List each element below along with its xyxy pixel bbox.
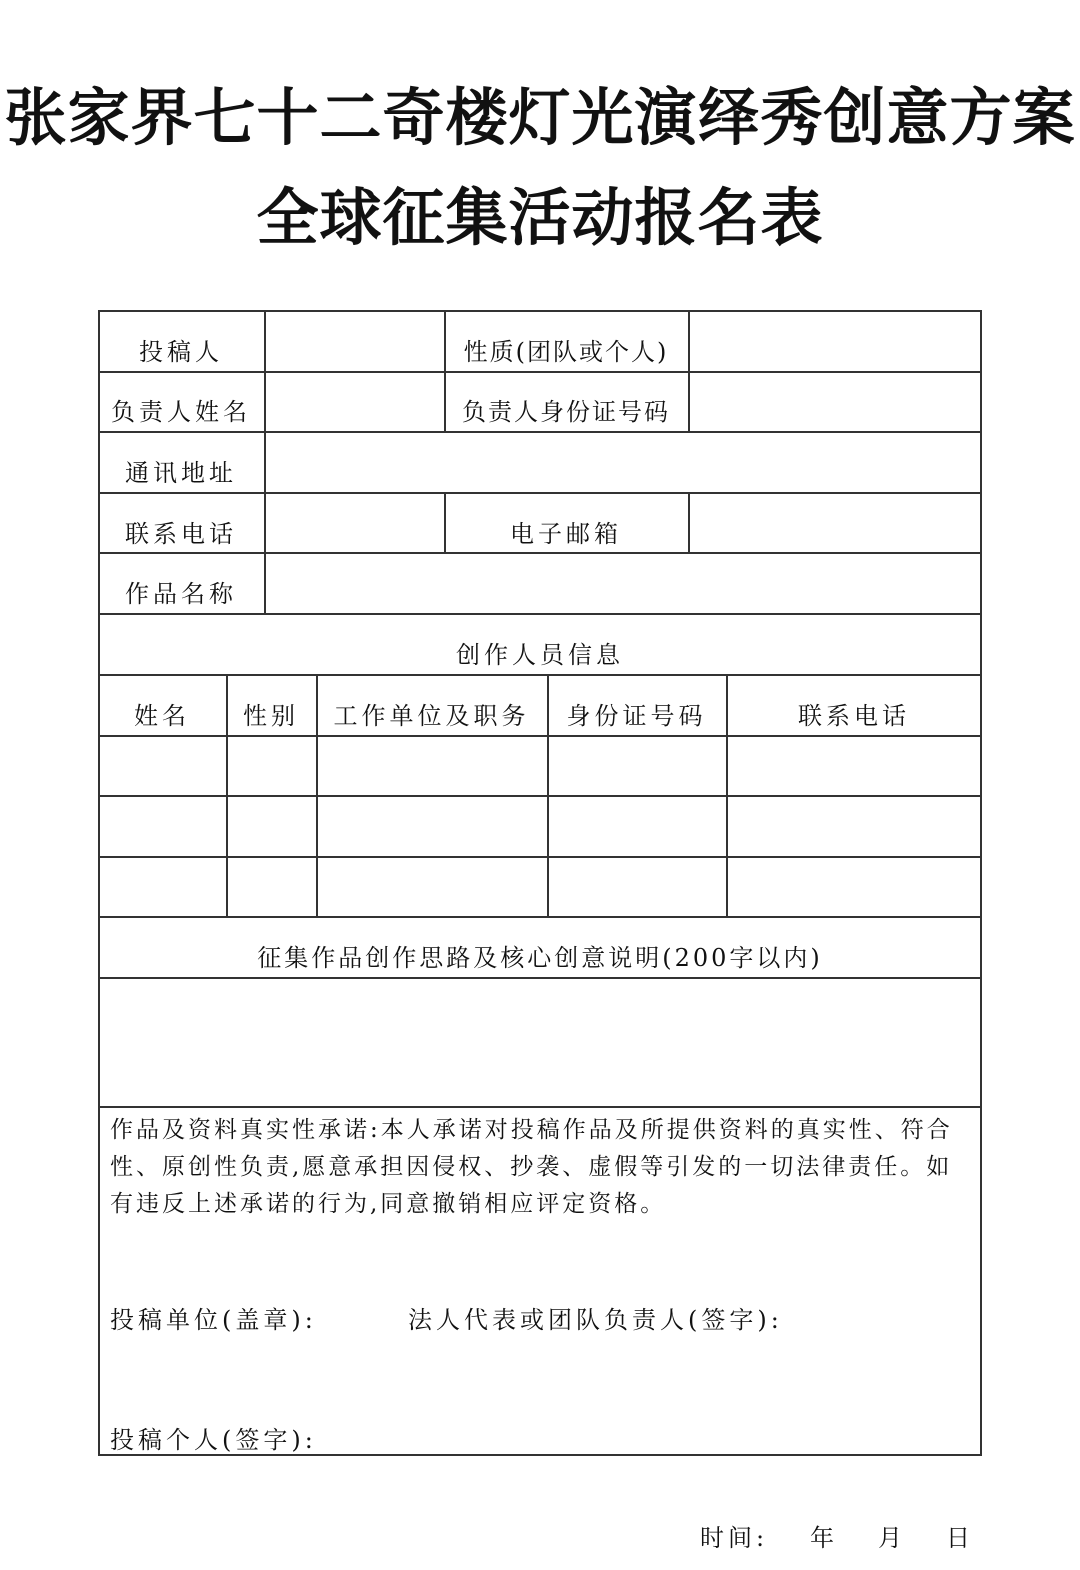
- label-submitter: 投稿人: [139, 337, 223, 366]
- date-year: 年: [810, 1524, 838, 1552]
- description-field[interactable]: [100, 979, 980, 1105]
- label-phone: 联系电话: [125, 519, 237, 548]
- row-divider: [98, 1106, 982, 1108]
- column-header-employer: 工作单位及职务: [333, 702, 530, 730]
- individual-signature-label: 投稿个人(签字):: [110, 1426, 317, 1454]
- label-nature: 性质(团队或个人): [463, 337, 669, 366]
- column-header-id-number: 身份证号码: [566, 702, 707, 730]
- label-leader-id: 负责人身份证号码: [462, 397, 670, 426]
- label-leader-name: 负责人姓名: [111, 397, 251, 426]
- authenticity-pledge: 作品及资料真实性承诺:本人承诺对投稿作品及所提供资料的真实性、符合性、原创性负责,愿意承担因侵权、抄袭、虚假等引发的一切法律责任。如有违反上述承诺的行为,同意撤销相应评定资格。: [110, 1117, 953, 1217]
- row-divider: [98, 856, 982, 858]
- address-field[interactable]: [266, 433, 980, 491]
- row-divider: [98, 795, 982, 797]
- column-header-gender: 性别: [243, 702, 299, 730]
- nature-field[interactable]: [690, 312, 980, 370]
- label-work-name: 作品名称: [125, 579, 237, 608]
- date-month: 月: [878, 1524, 906, 1552]
- row-divider: [98, 916, 982, 918]
- column-header-name: 姓名: [134, 702, 190, 730]
- unit-seal-label: 投稿单位(盖章):: [110, 1306, 317, 1334]
- phone-field[interactable]: [266, 494, 442, 551]
- leader-name-field[interactable]: [266, 373, 442, 430]
- submitter-field[interactable]: [266, 312, 442, 370]
- form-title-line1: 张家界七十二奇楼灯光演绎秀创意方案: [4, 81, 1076, 154]
- email-field[interactable]: [690, 494, 980, 551]
- column-header-phone: 联系电话: [798, 702, 910, 730]
- work-name-field[interactable]: [266, 554, 980, 612]
- description-section-title: 征集作品创作思路及核心创意说明(200字以内): [257, 944, 823, 972]
- label-address: 通讯地址: [125, 458, 237, 487]
- form-title-line2: 全球征集活动报名表: [256, 181, 824, 254]
- creators-section-title: 创作人员信息: [456, 641, 624, 669]
- leader-id-field[interactable]: [690, 373, 980, 430]
- label-email: 电子邮箱: [510, 519, 622, 548]
- date-label: 时间:: [700, 1524, 769, 1552]
- legal-representative-signature-label: 法人代表或团队负责人(签字):: [408, 1306, 783, 1334]
- date-day: 日: [946, 1524, 974, 1552]
